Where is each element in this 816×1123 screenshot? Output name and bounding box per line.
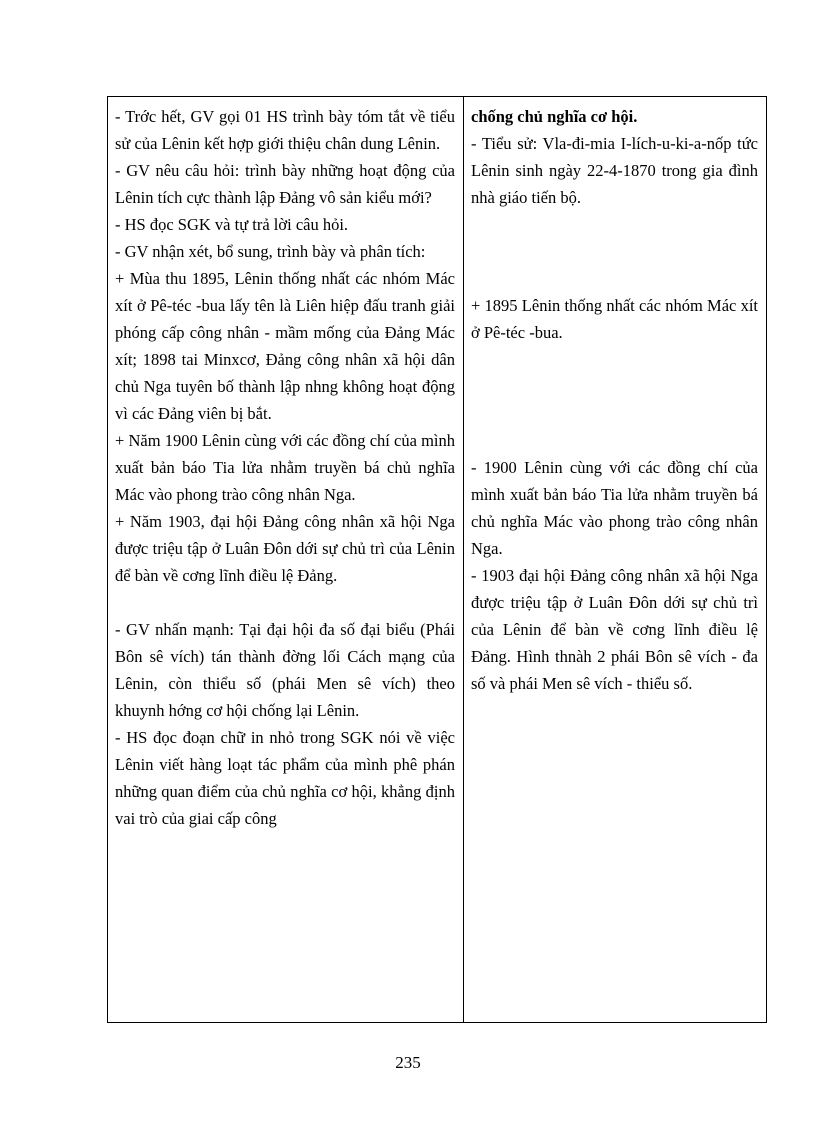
paragraph-1903: + Năm 1903, đại hội Đảng công nhân xã hội Nga được triệu tập ở Luân Đôn dới sự chủ trì của Lênin để bàn về cơng lĩnh điều lệ Đảng.: [115, 512, 455, 585]
right-heading: chống chủ nghĩa cơ hội.: [471, 107, 638, 126]
paragraph-teacher-comment: - GV nhận xét, bổ sung, trình bày và phân tích:: [115, 242, 426, 261]
blank-lines: [471, 211, 758, 292]
content-table: [107, 96, 767, 1023]
page-number: 235: [395, 1053, 421, 1072]
right-event-1903: - 1903 đại hội Đảng công nhân xã hội Nga được triệu tập ở Luân Đôn dới sự chủ trì của Lênin để bàn về cơng lĩnh điều lệ Đảng. Hình thnàh 2 phái Bôn sê vích - đa số và phái Men sê vích - thiểu số.: [471, 566, 758, 693]
paragraph-intro: - Trớc hết, GV gọi 01 HS trình bày tóm tắt về tiểu sử của Lênin kết hợp giới thiệu chân dung Lênin.: [115, 107, 455, 153]
right-event-1895: + 1895 Lênin thống nhất các nhóm Mác xít ở Pê-téc -bua.: [471, 296, 758, 342]
right-biography: - Tiểu sử: Vla-đi-mia I-lích-u-ki-a-nốp tức Lênin sinh ngày 22-4-1870 trong gia đình nhà giáo tiến bộ.: [471, 134, 758, 207]
blank-lines: [471, 346, 758, 454]
right-event-1900: - 1900 Lênin cùng với các đồng chí của mình xuất bản báo Tia lửa nhằm truyền bá chủ nghĩa Mác vào phong trào công nhân Nga.: [471, 458, 758, 558]
table-column-right: [464, 97, 766, 1022]
table-column-left: [108, 97, 464, 1022]
paragraph-student-reading: - HS đọc SGK và tự trả lời câu hỏi.: [115, 215, 349, 234]
paragraph-small-print: - HS đọc đoạn chữ in nhỏ trong SGK nói về việc Lênin viết hàng loạt tác phẩm của mình phê phán những quan điểm của chủ nghĩa cơ hội, khẳng định vai trò của giai cấp công: [115, 728, 455, 828]
paragraph-question: - GV nêu câu hỏi: trình bày những hoạt động của Lênin tích cực thành lập Đảng vô sản kiểu mới?: [115, 161, 455, 207]
blank-line: [115, 589, 455, 616]
paragraph-1900: + Năm 1900 Lênin cùng với các đồng chí của mình xuất bản báo Tia lửa nhằm truyền bá chủ nghĩa Mác vào phong trào công nhân Nga.: [115, 431, 455, 504]
paragraph-1895: + Mùa thu 1895, Lênin thống nhất các nhóm Mác xít ở Pê-téc -bua lấy tên là Liên hiệp đấu tranh giải phóng cấp công nhân - mầm mống của Đảng Mác xít; 1898 tai Minxcơ, Đảng công nhân xã hội dân chủ Nga tuyên bố thành lập nhng không hoạt động vì các Đảng viên bị bắt.: [115, 269, 455, 423]
paragraph-emphasis: - GV nhấn mạnh: Tại đại hội đa số đại biểu (Phái Bôn sê vích) tán thành đờng lối Cách mạng của Lênin, còn thiểu số (phái Men sê vích) theo khuynh hớng cơ hội chống lại Lênin.: [115, 620, 455, 720]
